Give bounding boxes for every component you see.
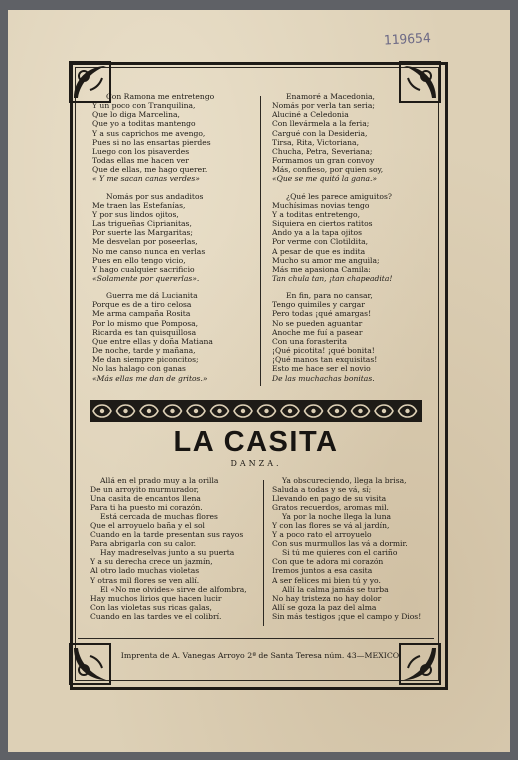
verse-line: Con llevármela a la feria;: [272, 119, 370, 129]
verse-line: «Más ellas me dan de gritos.»: [92, 373, 208, 383]
verse-line: Me dan siempre piconcitos;: [92, 355, 199, 365]
verse-line: Tengo quimiles y cargar: [272, 300, 365, 310]
song-line: Al otro lado muchas violetas: [90, 566, 200, 576]
verse-line: Porque es de a tiro celosa: [92, 300, 192, 310]
song-line: Allí la calma jamás se turba: [282, 584, 389, 594]
song-right-column: [272, 476, 440, 621]
verse-line: Chucha, Petra, Severiana;: [272, 146, 373, 156]
verse-line: Aluciné a Celedonia: [272, 110, 349, 120]
song-line: Para ti ha puesto mi corazón.: [90, 503, 203, 513]
verse-line: Con una forasterita: [272, 336, 348, 346]
song-line: Con las violetas sus ricas galas,: [90, 602, 212, 612]
verse-line: Con Ramona me entretengo: [106, 92, 215, 101]
printer-imprint: Imprenta de A. Vanegas Arroyo 2ª de Santa Teresa núm. 43—MEXICO: [120, 651, 400, 660]
verse-line: Que lo diga Marcelina,: [92, 110, 180, 120]
stanza: [272, 291, 436, 383]
verses-right-column: [272, 92, 436, 391]
catalog-number: 119654: [383, 31, 432, 49]
verse-line: Muchísimas novias tengo: [272, 200, 370, 210]
song-line: Llevando en pago de su visita: [272, 494, 387, 504]
song-line: Gratos recuerdos, aromas mil.: [272, 503, 389, 513]
verse-line: Y a toditas entretengo,: [272, 209, 361, 219]
verse-line: Y hago cualquier sacrificio: [92, 264, 195, 274]
verse-line: Pues en ello tengo vicio,: [92, 255, 186, 265]
song-line: Para abrigarla con su calor.: [90, 539, 197, 549]
song-line: Y a poco rato el arroyuelo: [272, 530, 372, 540]
song-line: Sin más testigos ¡que el campo y Dios!: [272, 611, 422, 621]
song-line: Y otras mil flores se ven allí.: [90, 575, 200, 585]
verse-line: Formamos un gran convoy: [272, 156, 375, 166]
verse-line: Pues si no las ensartas pierdes: [92, 137, 211, 147]
verse-line: Más me apasiona Camila:: [272, 264, 371, 274]
verse-line: Nomás por verla tan seria;: [272, 101, 375, 111]
verse-line: Y un poco con Tranquilina,: [92, 101, 196, 111]
verse-line: Guerra me dá Lucianita: [106, 291, 198, 301]
verse-line: Mucho su amor me anguila;: [272, 255, 380, 265]
verse-line: «Solamente por quererlas».: [92, 273, 200, 283]
verse-line: Y a sus caprichos me avengo,: [92, 128, 206, 138]
verse-line: Enamoré a Macedonia,: [286, 92, 375, 101]
verse-line: Cargué con la Desideria,: [272, 128, 368, 138]
verse-line: A pesar de que es indita: [272, 246, 366, 256]
song-line: Cuando en las tardes ve el colibrí.: [90, 611, 222, 621]
song-line: Hay madreselvas junto a su puerta: [100, 548, 235, 558]
stanza: [92, 291, 256, 383]
song-left-column: [90, 476, 258, 621]
song-column-divider: [263, 480, 264, 626]
verse-line: « Y me sacan canas verdes»: [92, 174, 200, 184]
song-line: Con sus murmullos las vá a dormir.: [272, 539, 408, 549]
verse-line: Tan chula tan, ¡tan chapeadita!: [272, 273, 393, 283]
stanza: [92, 92, 256, 184]
verse-line: Y por sus lindos ojitos,: [92, 209, 179, 219]
verse-line: En fin, para no cansar,: [286, 291, 373, 301]
verse-line: Nomás por sus andaditos: [106, 191, 204, 201]
song-line: Ya obscureciendo, llega la brisa,: [282, 476, 407, 485]
verse-line: Me desvelan por poseerlas,: [92, 237, 198, 247]
verse-line: ¿Qué les parece amiguitos?: [286, 191, 392, 201]
song-line: Y con las flores se vá al jardín,: [272, 521, 390, 531]
verse-line: De las muchachas bonitas.: [272, 373, 375, 383]
verse-line: Me traen las Estefanías,: [92, 200, 186, 210]
verses-left-column: [92, 92, 256, 391]
verse-line: Ricarda es tan quisquillosa: [92, 327, 197, 337]
corner-ornament-bottom-left: [68, 642, 112, 686]
song-line: Iremos juntos a esa casita: [272, 566, 373, 576]
song-lyrics-section: [90, 476, 430, 632]
ornamental-band: [90, 400, 422, 422]
verse-line: Pero todas ¡qué amargas!: [272, 309, 372, 319]
song-line: Allá en el prado muy a la orilla: [100, 476, 219, 485]
verse-line: Esto me hace ser el novio: [272, 364, 371, 374]
song-line: Allí se goza la paz del alma: [272, 602, 377, 612]
verse-line: No las halago con ganas: [92, 364, 186, 374]
footer-rule: [78, 638, 434, 639]
verse-line: Siquiera en ciertos ratitos: [272, 219, 373, 229]
verse-line: ¡Qué picotita! ¡qué bonita!: [272, 346, 375, 356]
song-line: Cuando en la tarde presentan sus rayos: [90, 530, 244, 540]
song-line: Que el arroyuelo baña y el sol: [90, 521, 205, 531]
song-line: Y a su derecha crece un jazmín,: [90, 557, 213, 567]
verse-line: Que de ellas, me hago querer.: [92, 165, 208, 175]
verses-section: [92, 92, 426, 392]
stanza: [92, 192, 256, 284]
song-line: Una casita de encantos llena: [90, 494, 201, 504]
song-line: Con que te adora mi corazón: [272, 557, 384, 567]
song-line: Si tú me quieres con el cariño: [282, 548, 398, 558]
verse-line: De noche, tarde y mañana,: [92, 346, 196, 356]
verse-line: ¡Qué manos tan exquisitas!: [272, 355, 378, 365]
song-title: LA CASITA: [173, 426, 339, 458]
verse-line: Por verme con Clotildita,: [272, 237, 369, 247]
verse-line: Tirsa, Rita, Victoriana,: [272, 137, 360, 147]
verse-line: «Que se me quitó la gana.»: [272, 174, 378, 184]
song-subtitle: DANZA.: [230, 459, 282, 468]
song-line: Ya por la noche llega la luna: [282, 512, 391, 522]
song-line: No hay tristeza no hay dolor: [272, 593, 382, 603]
verse-line: Más, confieso, por quien soy,: [272, 165, 384, 175]
song-line: Hay muchos lirios que hacen lucir: [90, 593, 222, 603]
song-line: El «No me olvides» sirve de alfombra,: [100, 584, 247, 594]
verse-line: No me canso nunca en verlas: [92, 246, 206, 256]
song-line: Saluda a todas y se vá, sí;: [272, 485, 372, 495]
verse-line: Por lo mismo que Pomposa,: [92, 318, 199, 328]
song-line: De un arroyito murmurador,: [90, 485, 199, 495]
verse-line: Que yo a toditas mantengo: [92, 119, 196, 129]
verse-line: Por suerte las Margaritas;: [92, 228, 193, 238]
stanza: [272, 92, 436, 184]
verse-line: Las trigueñas Ciprianitas,: [92, 219, 192, 229]
song-line: Está cercada de muchas flores: [100, 512, 218, 522]
verse-line: Que entre ellas y doña Matiana: [92, 336, 213, 346]
verse-line: No se pueden aguantar: [272, 318, 363, 328]
verse-line: Todas ellas me hacen ver: [92, 156, 189, 166]
verses-column-divider: [260, 96, 261, 386]
verse-line: Me arma campaña Rosita: [92, 309, 191, 319]
verse-line: Ando ya a la tapa ojitos: [272, 228, 363, 238]
song-line: A ser felices mi bien tú y yo.: [272, 575, 381, 585]
verse-line: Luego con los pisaverdes: [92, 146, 190, 156]
verse-line: Anoche me fuí a pasear: [272, 327, 363, 337]
stanza: [272, 192, 436, 284]
